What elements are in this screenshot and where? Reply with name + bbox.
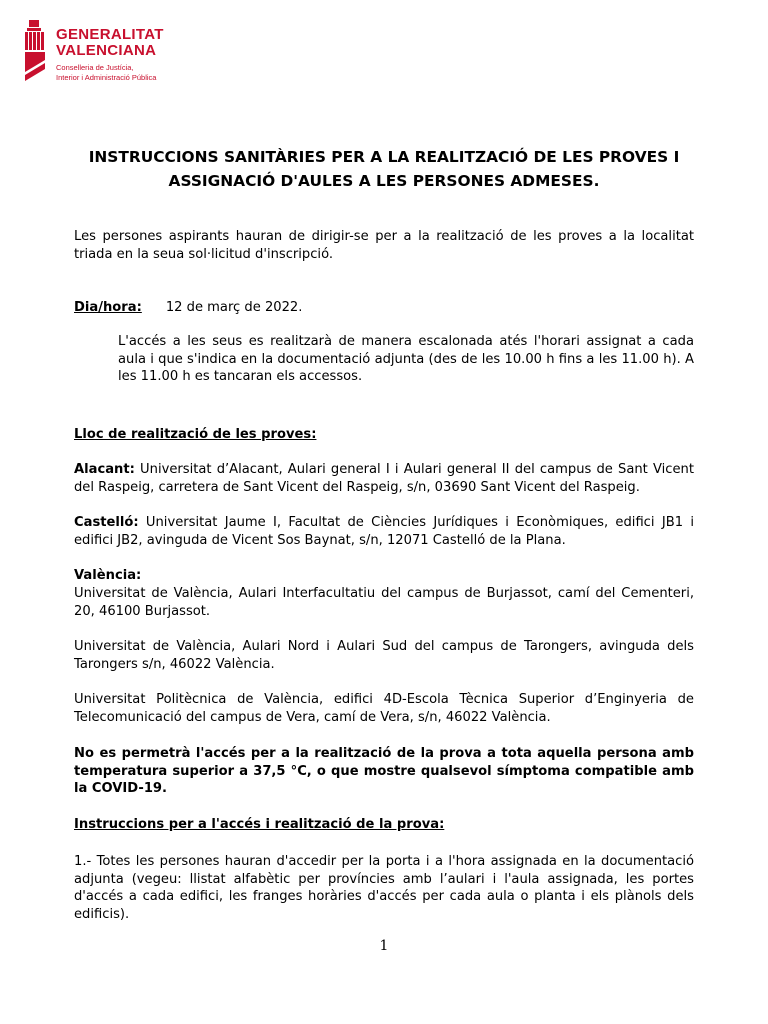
org-name-line1: GENERALITAT xyxy=(56,26,164,43)
alacant-label: Alacant: xyxy=(74,462,135,477)
schedule-date: 12 de març de 2022. xyxy=(165,300,303,315)
instruction-item-1: 1.- Totes les persones hauran d'accedir per la porta i a l'hora assignada en la documentació adjunta (vegeu: llistat alfabètic per províncies amb l’aulari i l'aula assignada, les portes d'accés a cada edifici, les franges horàries d'accés per cada aula o planta i els plànols dels edificis). xyxy=(74,854,694,922)
org-name-line2: VALENCIANA xyxy=(56,42,157,59)
coat-of-arms-icon xyxy=(25,20,47,82)
dept-line1: Conselleria de Justícia, xyxy=(56,63,134,72)
location-castello xyxy=(74,514,694,549)
alacant-text: Universitat d’Alacant, Aulari general I i Aulari general II del campus de Sant Vicent del Raspeig, carretera de Sant Vicent del Raspeig, s/n, 03690 Sant Vicent del Raspeig. xyxy=(74,462,694,495)
document-title xyxy=(60,145,708,193)
logo-text xyxy=(56,27,164,83)
location-valencia-2: Universitat de València, Aulari Nord i Aulari Sud del campus de Tarongers, avinguda dels Tarongers s/n, 46022 València. xyxy=(74,639,694,672)
location-alacant xyxy=(74,461,694,496)
schedule-line xyxy=(74,299,694,317)
dept-line2: Interior i Administració Pública xyxy=(56,73,157,82)
location-valencia-3: Universitat Politècnica de València, edifici 4D-Escola Tècnica Superior d’Enginyeria de Telecomunicació del campus de Vera, camí de Vera, s/n, 46022 València. xyxy=(74,692,694,725)
title-line-1: INSTRUCCIONS SANITÀRIES PER A LA REALITZACIÓ DE LES PROVES I xyxy=(88,148,680,166)
castello-label: Castelló: xyxy=(74,515,139,530)
page-number: 1 xyxy=(379,938,389,954)
instructions-heading: Instruccions per a l'accés i realització de la prova: xyxy=(74,817,445,832)
castello-text: Universitat Jaume I, Facultat de Ciències Jurídiques i Econòmiques, edifici JB1 i edifici JB2, avinguda de Vicent Sos Baynat, s/n, 12071 Castelló de la Plana. xyxy=(74,515,694,548)
schedule-label: Dia/hora: xyxy=(74,300,142,315)
covid-warning: No es permetrà l'accés per a la realització de la prova a tota aquella persona amb temperatura superior a 37,5 °C, o que mostre qualsevol símptoma compatible amb la COVID-19. xyxy=(74,746,694,796)
intro-paragraph: Les persones aspirants hauran de dirigir-se per a la realització de les proves a la localitat triada en la seua sol·licitud d'inscripció. xyxy=(74,229,694,262)
location-valencia-1: Universitat de València, Aulari Interfacultatiu del campus de Burjassot, camí del Cementeri, 20, 46100 Burjassot. xyxy=(74,586,694,619)
locations-heading: Lloc de realització de les proves: xyxy=(74,427,317,442)
access-paragraph: L'accés a les seus es realitzarà de manera escalonada atés l'horari assignat a cada aula i que s'indica en la documentació adjunta (des de les 10.00 h fins a les 11.00 h). A les 11.00 h es tancaran els accessos. xyxy=(118,334,694,384)
title-line-2: ASSIGNACIÓ D'AULES A LES PERSONES ADMESES. xyxy=(168,172,600,190)
header-logo xyxy=(25,18,185,88)
valencia-label: València: xyxy=(74,568,142,583)
